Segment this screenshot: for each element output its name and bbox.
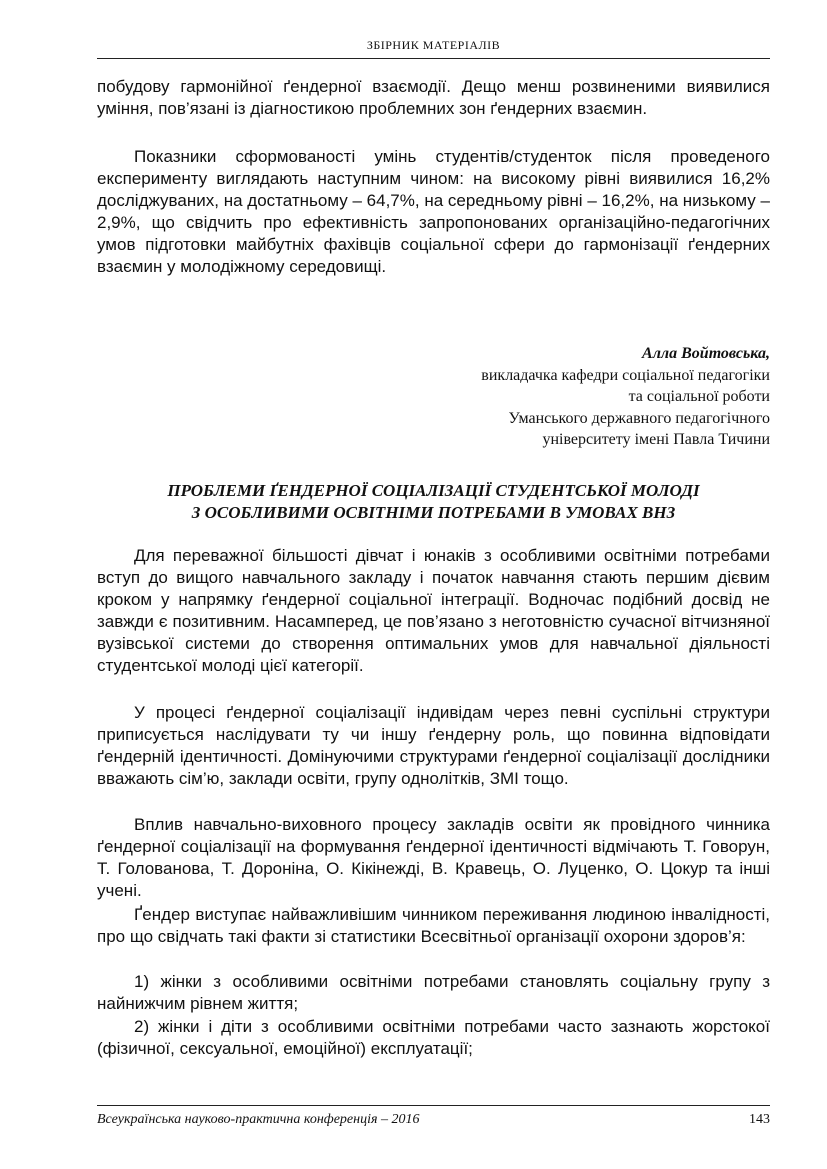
article-paragraph: Для переважної більшості дівчат і юнаків з особливими освітніми потребами вступ до вищого навчального закладу і початок навчання стають першим дієвим кроком у напрямку ґендерної соціальної інтеграції. Водночас подібний досвід не завжди є позитивним. Насамперед, це пов’язано з неготовністю сучасної вітчизняної вузівської системи до створення оптимальних умов для навчальної діяльності студентської молоді цієї категорії.	[97, 546, 770, 675]
article-title	[97, 480, 770, 524]
list-item: 1) жінки з особливими освітніми потребами становлять соціальну групу з найнижчим рівнем життя;	[97, 972, 770, 1013]
author-affiliation-line: та соціальної роботи	[628, 388, 770, 405]
header-divider	[97, 58, 770, 59]
paragraph-results: Показники сформованості умінь студентів/студенток після проведеного експерименту виглядають наступним чином: на високому рівні виявилися 16,2% досліджуваних, на достатньому – 64,7%, на середньому рівні – 16,2%, на низькому – 2,9%, що свідчить про ефективність запропонованих організаційно-педагогічних умов підготовки майбутніх фахівців соціальної сфери до гармонізації ґендерних взаємин у молодіжному середовищі.	[97, 147, 770, 276]
footer-conference: Всеукраїнська науково-практична конференція – 2016	[97, 1112, 420, 1127]
author-name: Алла Войтовська,	[642, 345, 770, 362]
author-affiliation-line: викладачка кафедри соціальної педагогіки	[481, 366, 770, 384]
article-title-line: З ОСОБЛИВИМИ ОСВІТНІМИ ПОТРЕБАМИ В УМОВАХ ВНЗ	[191, 503, 676, 522]
footer-divider	[97, 1105, 770, 1106]
author-affiliation-line: Уманського державного педагогічного	[508, 409, 770, 427]
paragraph-continuation: побудову гармонійної ґендерної взаємодії. Дещо менш розвиненими виявилися уміння, пов’язані із діагностикою проблемних зон ґендерних взаємин.	[97, 77, 770, 118]
article-title-line: ПРОБЛЕМИ ҐЕНДЕРНОЇ СОЦІАЛІЗАЦІЇ СТУДЕНТСЬКОЇ МОЛОДІ	[167, 481, 700, 500]
article-paragraph: Вплив навчально-виховного процесу закладів освіти як провідного чинника ґендерної соціалізації на формування ґендерної ідентичності відмічають Т. Говорун, Т. Голованова, Т. Дороніна, О. Кікінежді, В. Кравець, О. Луценко, О. Цокур та інші учені.	[97, 815, 770, 900]
article-paragraph: У процесі ґендерної соціалізації індивідам через певні суспільні структури приписується наслідувати ту чи іншу ґендерну роль, що повинна відповідати ґендерній ідентичності. Домінуючими структурами ґендерної соціалізації дослідники вважають сім’ю, заклади освіти, групу однолітків, ЗМІ тощо.	[97, 703, 770, 788]
page-number: 143	[749, 1112, 770, 1127]
author-affiliation-line: університету імені Павла Тичини	[542, 431, 770, 448]
article-paragraph: Ґендер виступає найважливішим чинником переживання людиною інвалідності, про що свідчать такі факти зі статистики Всесвітньої організації охорони здоров’я:	[97, 905, 770, 946]
author-block	[481, 343, 770, 451]
list-item: 2) жінки і діти з особливими освітніми потребами часто зазнають жорстокої (фізичної, сексуальної, емоційної) експлуатації;	[97, 1017, 770, 1058]
running-header: ЗБІРНИК МАТЕРІАЛІВ	[366, 38, 501, 52]
